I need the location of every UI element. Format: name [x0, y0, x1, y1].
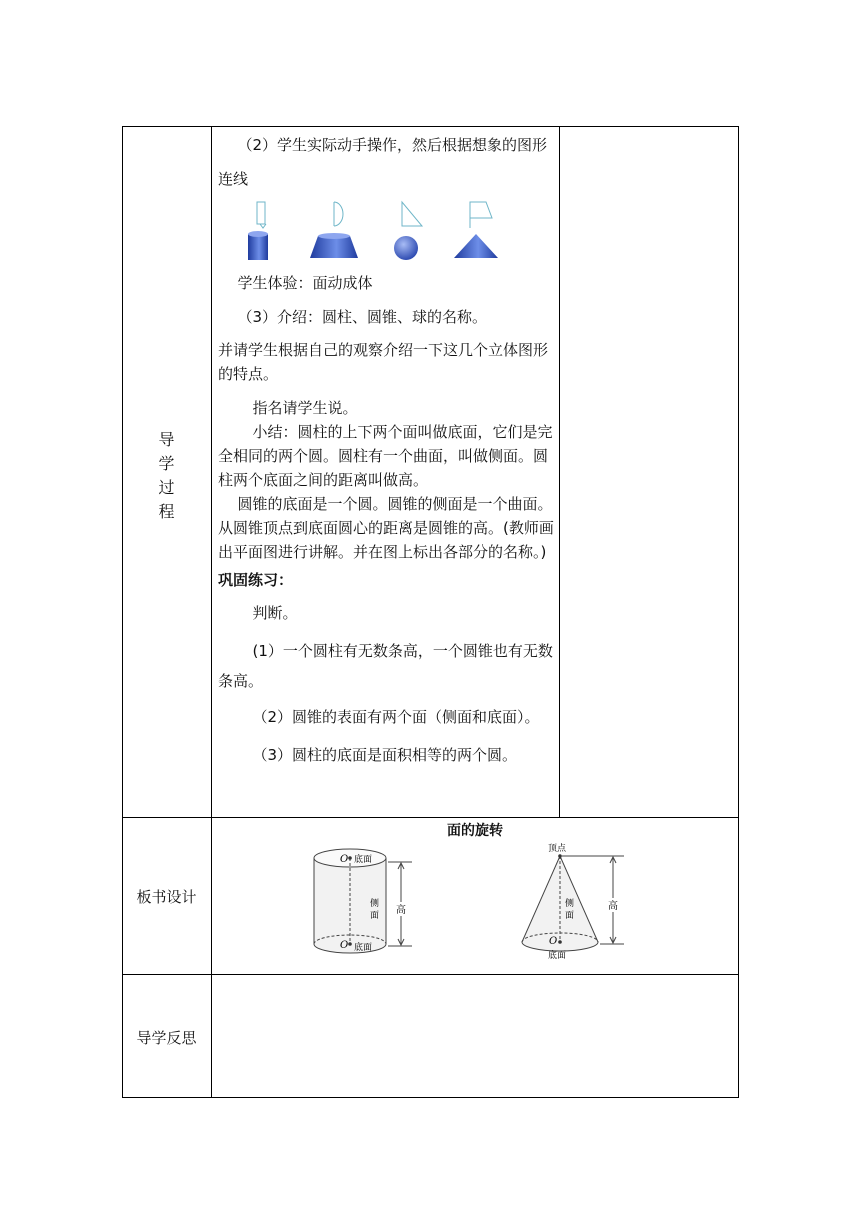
paragraph-operation: （2）学生实际动手操作，然后根据想象的图形连线	[218, 136, 548, 188]
cone-base-center-point	[558, 940, 562, 944]
cylinder-label-base-bottom: 底面	[354, 943, 373, 953]
cone-label-side-1: 侧	[565, 899, 575, 909]
question-2: （2）圆锥的表面有两个面（侧面和底面）。	[252, 708, 540, 726]
cylinder-label-height: 高	[396, 905, 406, 916]
row-divider-1	[122, 817, 739, 818]
rotation-arrow-icon	[260, 224, 266, 228]
paragraph-experience: 学生体验：面动成体	[237, 274, 373, 292]
cylinder-label-o-top: O	[340, 854, 349, 865]
row-divider-2	[122, 974, 739, 975]
cone-label-apex: 顶点	[548, 844, 567, 854]
solid-figures	[242, 230, 502, 264]
cylinder-label-side-2: 面	[370, 911, 380, 921]
cylinder-label-base-top: 底面	[354, 855, 373, 865]
question-1: (1）一个圆柱有无数条高，一个圆锥也有无数条高。	[218, 642, 553, 690]
cylinder-label-side-1: 侧	[370, 899, 380, 909]
paragraph-name-students: 指名请学生说。	[252, 399, 358, 417]
column-divider-label	[211, 126, 212, 1098]
paragraph-judge: 判断。	[252, 604, 298, 622]
paragraph-observe: 并请学生根据自己的观察介绍一下这几个立体图形的特点。	[218, 341, 549, 383]
plane-figures-sketch	[242, 198, 502, 232]
table-border-right	[738, 126, 739, 1098]
label-reflection: 导学反思	[136, 1029, 197, 1047]
heading-practice: 巩固练习：	[218, 571, 294, 589]
cone-label-side-2: 面	[565, 911, 575, 921]
paragraph-summary-cylinder: 小结：圆柱的上下两个面叫做底面，它们是完全相同的两个圆。圆柱有一个曲面，叫做侧面。圆柱两个底面之间的距离叫做高。	[218, 423, 553, 489]
cylinder-label-o-bottom: O	[340, 940, 349, 951]
cone-label-height: 高	[608, 901, 618, 912]
column-divider-notes	[559, 126, 560, 818]
cylinder-solid	[248, 231, 268, 260]
label-process: 导 学 过 程	[158, 430, 175, 521]
process-content	[218, 128, 558, 770]
table-border-bottom	[122, 1097, 739, 1098]
cylinder-diagram	[300, 840, 430, 968]
rotation-shapes-figure	[218, 200, 558, 264]
triangle-sketch	[402, 202, 422, 226]
semicircle-sketch	[334, 202, 343, 226]
question-3: （3）圆柱的底面是面积相等的两个圆。	[252, 746, 518, 764]
table-border-top	[122, 126, 739, 127]
label-board-design: 板书设计	[136, 888, 197, 906]
paragraph-introduce: （3）介绍：圆柱、圆锥、球的名称。	[237, 308, 488, 326]
cone-apex-point	[558, 854, 562, 858]
paragraph-summary-cone: 圆锥的底面是一个圆。圆锥的侧面是一个曲面。从圆锥顶点到底面圆心的距离是圆锥的高。(教师画出平面图进行讲解。并在图上标出各部分的名称。)	[218, 495, 554, 561]
cone-label-base: 底面	[548, 951, 567, 961]
cone-solid	[454, 234, 498, 258]
trapezoid-sketch	[470, 202, 492, 228]
cylinder-bottom-center-point	[348, 942, 352, 946]
board-title: 面的旋转	[447, 823, 503, 839]
cone-label-o: O	[549, 936, 558, 947]
table-border-left	[122, 126, 123, 1098]
cylinder-top-center-point	[348, 856, 352, 860]
cone-diagram	[508, 840, 638, 968]
rectangle-sketch	[257, 202, 265, 224]
sphere-solid	[394, 236, 418, 260]
frustum-solid	[310, 233, 358, 258]
